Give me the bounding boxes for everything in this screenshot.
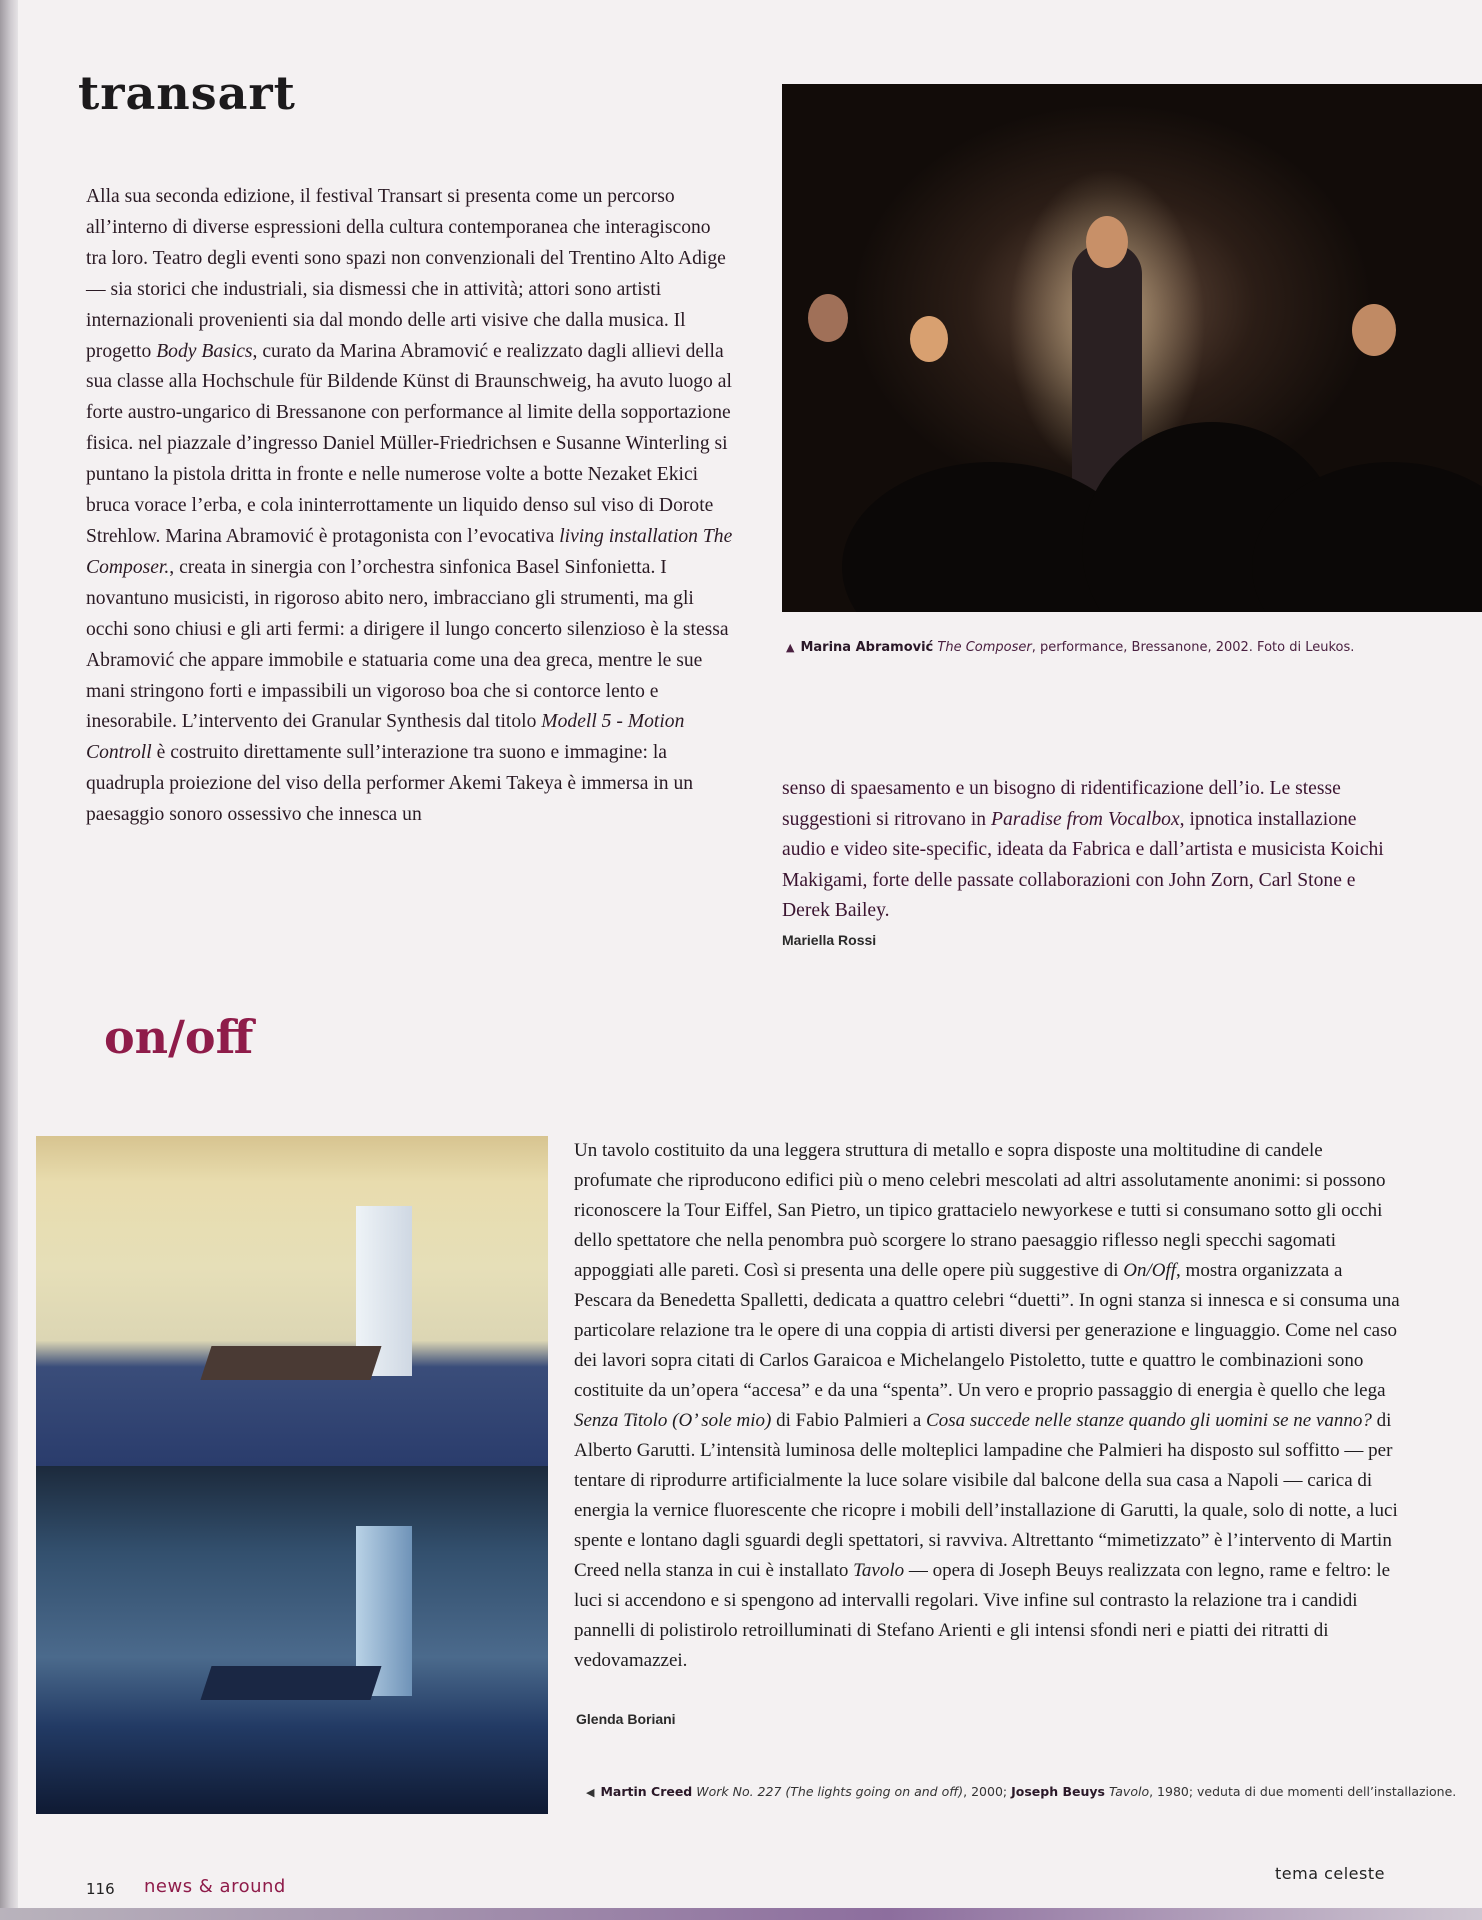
onoff-paragraph: Un tavolo costituito da una leggera struttura di metallo e sopra disposte una moltitudine di candele profumate che riproducono edifici più o meno celebri mescolati ad altri assolutamente anonimi: si possono riconoscere la Tour Eiffel, San Pietro, un tipico grattacielo newyorkese e tutti si consumano sotto gli occhi dello spettatore che nella penombra può scorgere lo strano paesaggio riflesso negli specchi sagomati appoggiati alle pareti. Così si presenta una delle opere più suggestive di On/Off, mostra organizzata a Pescara da Benedetta Spalletti, dedicata a quattro celebri “duetti”. In ogni stanza si innesca e si consuma una particolare relazione tra le opere di una coppia di artisti diversi per generazione e linguaggio. Come nel caso dei lavori sopra citati di Carlos Garaicoa e Michelangelo Pistoletto, tutte e quattro le combinazioni sono costituite da un’opera “accesa” e da una “spenta”. Un vero e proprio passaggio di energia è quello che lega Senza Titolo (O’ sole mio) di Fabio Palmieri a Cosa succede nelle stanze quando gli uomini se ne vanno? di Alberto Garutti. L’intensità luminosa delle molteplici lampadine che Palmieri ha disposto sul soffitto — per tentare di riprodurre artificialmente la luce solare visibile dal balcone della sua casa a Napoli — carica di energia la vernice fluorescente che ricopre i mobili dell’installazione di Garutti, la quale, solo di notte, a luci spente e lontano dagli sguardi degli spettatori, si ravviva. Altrettanto “mimetizzato” è l’intervento di Martin Creed nella stanza in cui è installato Tavolo — opera di Joseph Beuys realizzata con legno, rame e feltro: le luci si accendono e si spengono ad intervalli regolari. Vive infine sul contrasto la relazione tra i candidi pannelli di polistirolo retroilluminati di Stefano Arienti e gli intensi sfondi neri e piatti dei ritratti di vedovamazzei. [574, 1140, 1400, 1671]
onoff-body [574, 1136, 1404, 1676]
photo-the-composer-performance [782, 84, 1482, 612]
caption-the-composer: ▲ Marina Abramović The Composer, performance, Bressanone, 2002. Foto di Leukos. [786, 640, 1355, 655]
photo-installation-lights-off [36, 1466, 548, 1814]
section-name: news & around [144, 1876, 286, 1897]
photo-installation-lights-on [36, 1136, 548, 1466]
transart-body-right [782, 774, 1402, 927]
caption-pointer-up-icon: ▲ [786, 641, 795, 654]
caption-pointer-left-icon: ◀ [586, 1786, 595, 1799]
heading-transart: transart [78, 66, 296, 120]
transart-paragraph: Alla sua seconda edizione, il festival Transart si presenta come un percorso all’interno di diverse espressioni della cultura contemporanea che interagiscono tra loro. Teatro degli eventi sono spazi non convenzionali del Trentino Alto Adige — sia storici che industriali, sia dismessi che in attività; attori sono artisti internazionali provenienti sia dal mondo delle arti visive che dalla musica. Il progetto Body Basics, curato da Marina Abramović e realizzato dagli allievi della sua classe alla Hochschule für Bildende Künst di Braunschweig, ha avuto luogo al forte austro-ungarico di Bressanone con performance al limite della sopportazione fisica. nel piazzale d’ingresso Daniel Müller-Friedrichsen e Susanne Winterling si puntano la pistola dritta in fronte e nelle numerose volte a botte Nezaket Ekici bruca vorace l’erba, e cola ininterrottamente un liquido denso sul viso di Dorote Strehlow. Marina Abramović è protagonista con l’evocativa living installation The Composer., creata in sinergia con l’orchestra sinfonica Basel Sinfonietta. I novantuno musicisti, in rigoroso abito nero, imbracciano gli strumenti, ma gli occhi sono chiusi e gli arti fermi: a dirigere il lungo concerto silenzioso è la stessa Abramović che appare immobile e statuaria come una dea greca, mentre le sue mani stringono forti e impassibili un vigoroso boa che si contorce lento e inesorabile. L’intervento dei Granular Synthesis dal titolo Modell 5 - Motion Controll è costruito direttamente sull’interazione tra suono e immagine: la quadrupla proiezione del viso della performer Akemi Takeya è immersa in un paesaggio sonoro ossessivo che innesca un [86, 186, 733, 826]
heading-onoff: on/off [104, 1010, 254, 1064]
magazine-name: tema celeste [1275, 1864, 1385, 1883]
byline-glenda-boriani: Glenda Boriani [576, 1711, 676, 1727]
caption-onoff-installation: ◀ Martin Creed Work No. 227 (The lights going on and off), 2000; Joseph Beuys Tavolo, 1980; veduta di due momenti dell’installazione. [586, 1784, 1457, 1799]
page-bottom-edge [0, 1908, 1482, 1920]
page-spine [0, 0, 18, 1920]
transart-paragraph-continued: senso di spaesamento e un bisogno di ridentificazione dell’io. Le stesse suggestioni si ritrovano in Paradise from Vocalbox, ipnotica installazione audio e video site-specific, ideata da Fabrica e dall’artista e musicista Koichi Makigami, forte delle passate collaborazioni con John Zorn, Carl Stone e Derek Bailey. [782, 778, 1384, 922]
page-number: 116 [86, 1880, 115, 1898]
transart-body-left [86, 182, 734, 831]
byline-mariella-rossi: Mariella Rossi [782, 932, 877, 948]
